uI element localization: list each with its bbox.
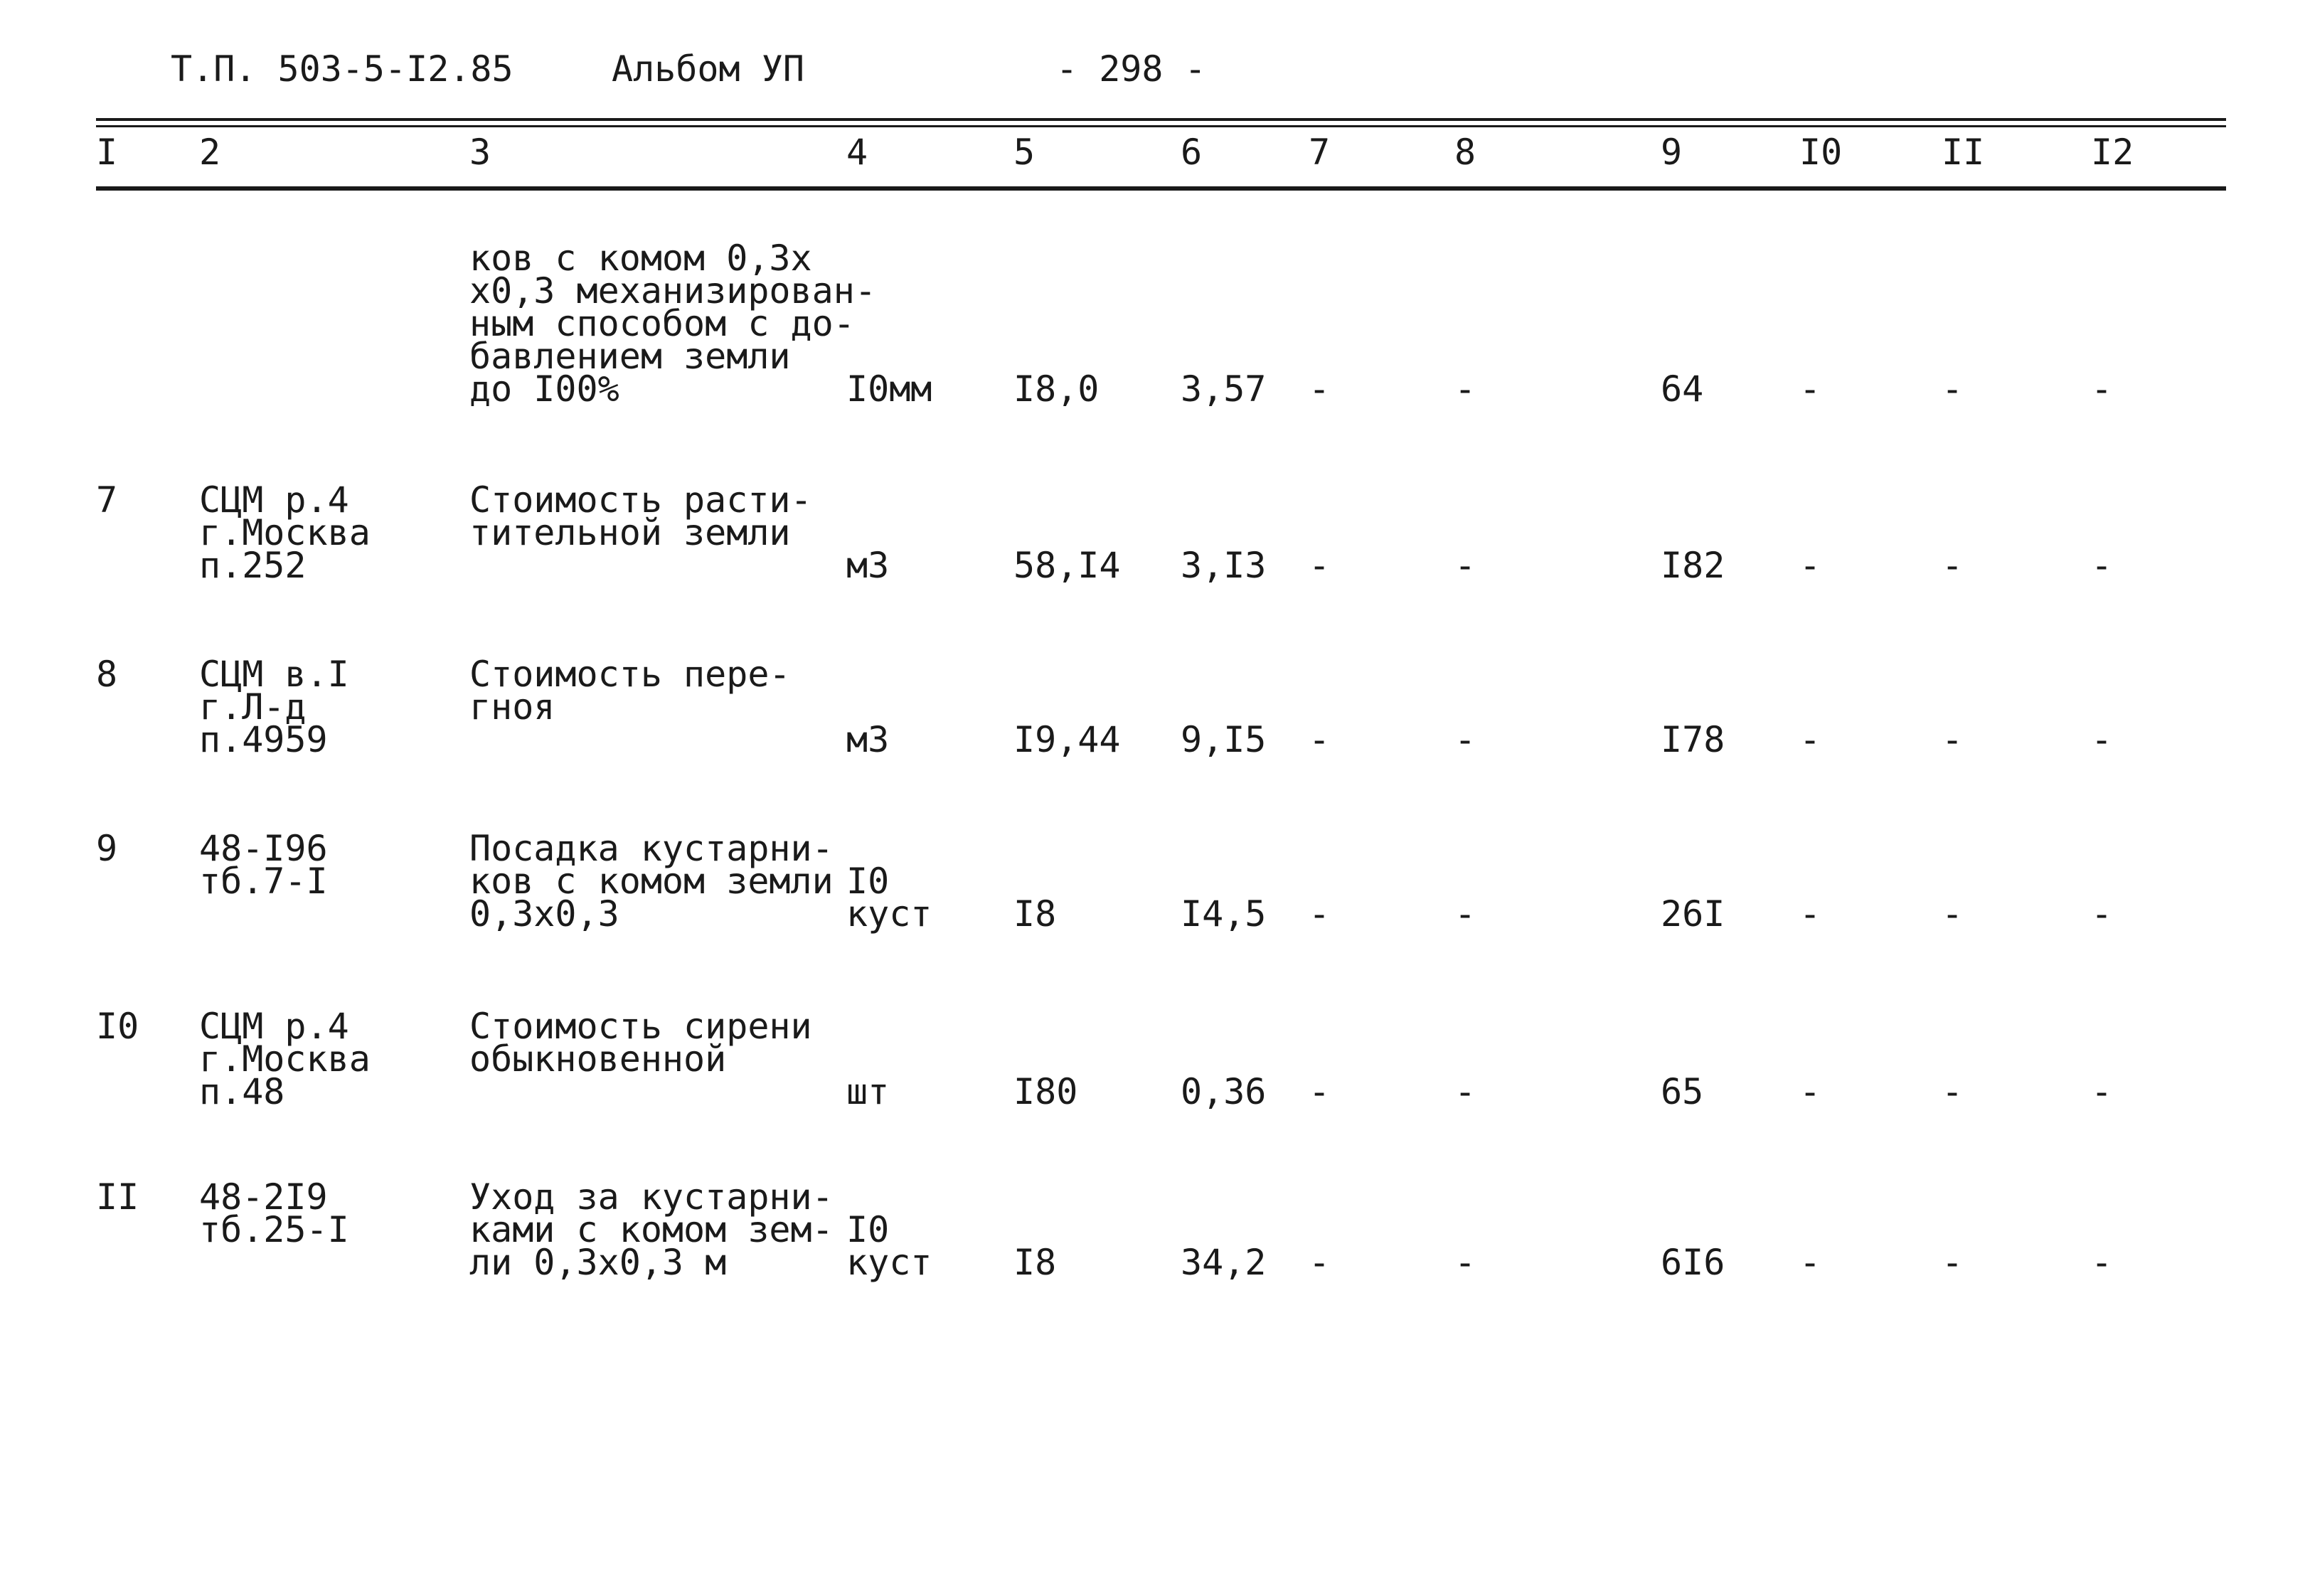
header-rule-top	[96, 118, 2226, 121]
row-col11: -	[1942, 719, 1964, 760]
row-unit-cost: 3,57	[1181, 368, 1267, 410]
row-code-line: п.48	[199, 1071, 285, 1112]
column-header-9: 9	[1661, 132, 1683, 173]
row-quantity: I9,44	[1013, 719, 1121, 760]
row-total-cost: 64	[1661, 368, 1704, 410]
row-col12: -	[2091, 545, 2113, 586]
column-header-12: I2	[2091, 132, 2134, 173]
row-number: 8	[96, 654, 118, 695]
row-col7: -	[1309, 893, 1331, 935]
row-description-line: Уход за кустарни-	[469, 1176, 834, 1218]
row-col10: -	[1799, 1242, 1821, 1283]
row-description-line: ным способом с до-	[469, 303, 855, 344]
row-description-line: ками с комом зем-	[469, 1209, 834, 1250]
row-code-line: г.Москва	[199, 1038, 371, 1080]
column-header-6: 6	[1181, 132, 1203, 173]
row-col7: -	[1309, 368, 1331, 410]
row-quantity: 58,I4	[1013, 545, 1121, 586]
row-unit-cost: 34,2	[1181, 1242, 1267, 1283]
row-description-line: бавлением земли	[469, 336, 791, 377]
column-header-10: I0	[1799, 132, 1843, 173]
row-col8: -	[1454, 893, 1476, 935]
row-col10: -	[1799, 545, 1821, 586]
row-description-line: ли 0,3х0,3 м	[469, 1242, 727, 1283]
row-description-line: х0,3 механизирован-	[469, 270, 876, 312]
row-col11: -	[1942, 1071, 1964, 1112]
row-col10: -	[1799, 719, 1821, 760]
row-description-line: 0,3х0,3	[469, 893, 619, 935]
row-number: 7	[96, 479, 118, 521]
row-unit-cost: 0,36	[1181, 1071, 1267, 1112]
column-header-3: 3	[469, 132, 491, 173]
row-code-line: СЦМ р.4	[199, 1006, 349, 1047]
page-number: - 298 -	[1056, 48, 1206, 90]
row-col7: -	[1309, 1071, 1331, 1112]
row-description-line: Стоимость сирени	[469, 1006, 812, 1047]
row-description-line: гноя	[469, 686, 555, 728]
row-unit-line: м3	[846, 545, 890, 586]
row-description-line: обыкновенной	[469, 1038, 727, 1080]
column-header-4: 4	[846, 132, 868, 173]
row-total-cost: 65	[1661, 1071, 1704, 1112]
row-col12: -	[2091, 719, 2113, 760]
row-description-line: ков с комом 0,3х	[469, 238, 812, 279]
row-quantity: I8	[1013, 893, 1057, 935]
row-quantity: I80	[1013, 1071, 1078, 1112]
row-col11: -	[1942, 545, 1964, 586]
row-unit-line: I0	[846, 861, 890, 902]
row-code-line: г.Москва	[199, 512, 371, 553]
row-code-line: п.252	[199, 545, 307, 586]
row-col7: -	[1309, 1242, 1331, 1283]
column-header-8: 8	[1454, 132, 1476, 173]
row-quantity: I8,0	[1013, 368, 1100, 410]
row-col8: -	[1454, 368, 1476, 410]
header-rule-bottom	[96, 186, 2226, 191]
row-unit-line: I0мм	[846, 368, 932, 410]
row-col12: -	[2091, 368, 2113, 410]
row-description-line: тительной земли	[469, 512, 791, 553]
row-unit-line: шт	[846, 1071, 890, 1112]
row-col11: -	[1942, 368, 1964, 410]
column-header-7: 7	[1309, 132, 1331, 173]
row-unit-line: I0	[846, 1209, 890, 1250]
row-code-line: г.Л-д	[199, 686, 307, 728]
row-description-line: Стоимость расти-	[469, 479, 812, 521]
row-col8: -	[1454, 1071, 1476, 1112]
row-col7: -	[1309, 545, 1331, 586]
row-total-cost: I78	[1661, 719, 1725, 760]
row-col8: -	[1454, 545, 1476, 586]
row-code-line: п.4959	[199, 719, 328, 760]
row-col11: -	[1942, 893, 1964, 935]
row-col8: -	[1454, 1242, 1476, 1283]
row-col10: -	[1799, 1071, 1821, 1112]
row-col10: -	[1799, 368, 1821, 410]
row-code-line: тб.7-I	[199, 861, 328, 902]
row-col12: -	[2091, 1242, 2113, 1283]
header-rule-top-double	[96, 125, 2226, 127]
row-unit-line: м3	[846, 719, 890, 760]
row-col7: -	[1309, 719, 1331, 760]
row-total-cost: 6I6	[1661, 1242, 1725, 1283]
row-number: I0	[96, 1006, 139, 1047]
row-quantity: I8	[1013, 1242, 1057, 1283]
row-col11: -	[1942, 1242, 1964, 1283]
column-header-2: 2	[199, 132, 221, 173]
row-code-line: тб.25-I	[199, 1209, 349, 1250]
row-description-line: до I00%	[469, 368, 619, 410]
row-description-line: Стоимость пере-	[469, 654, 791, 695]
row-col10: -	[1799, 893, 1821, 935]
row-code-line: 48-2I9	[199, 1176, 328, 1218]
row-description-line: ков с комом земли	[469, 861, 834, 902]
row-unit-cost: I4,5	[1181, 893, 1267, 935]
row-total-cost: I82	[1661, 545, 1725, 586]
column-header-1: I	[96, 132, 118, 173]
row-col12: -	[2091, 893, 2113, 935]
row-code-line: 48-I96	[199, 828, 328, 869]
row-unit-cost: 3,I3	[1181, 545, 1267, 586]
row-number: 9	[96, 828, 118, 869]
row-code-line: СЦМ р.4	[199, 479, 349, 521]
row-total-cost: 26I	[1661, 893, 1725, 935]
row-code-line: СЦМ в.I	[199, 654, 349, 695]
row-unit-cost: 9,I5	[1181, 719, 1267, 760]
column-header-5: 5	[1013, 132, 1036, 173]
column-header-11: II	[1942, 132, 1985, 173]
row-col8: -	[1454, 719, 1476, 760]
album-label: Альбом УП	[612, 48, 804, 90]
row-col12: -	[2091, 1071, 2113, 1112]
row-unit-line: куст	[846, 893, 932, 935]
row-number: II	[96, 1176, 139, 1218]
row-unit-line: куст	[846, 1242, 932, 1283]
row-description-line: Посадка кустарни-	[469, 828, 834, 869]
doc-code: Т.П. 503-5-I2.85	[171, 48, 513, 90]
